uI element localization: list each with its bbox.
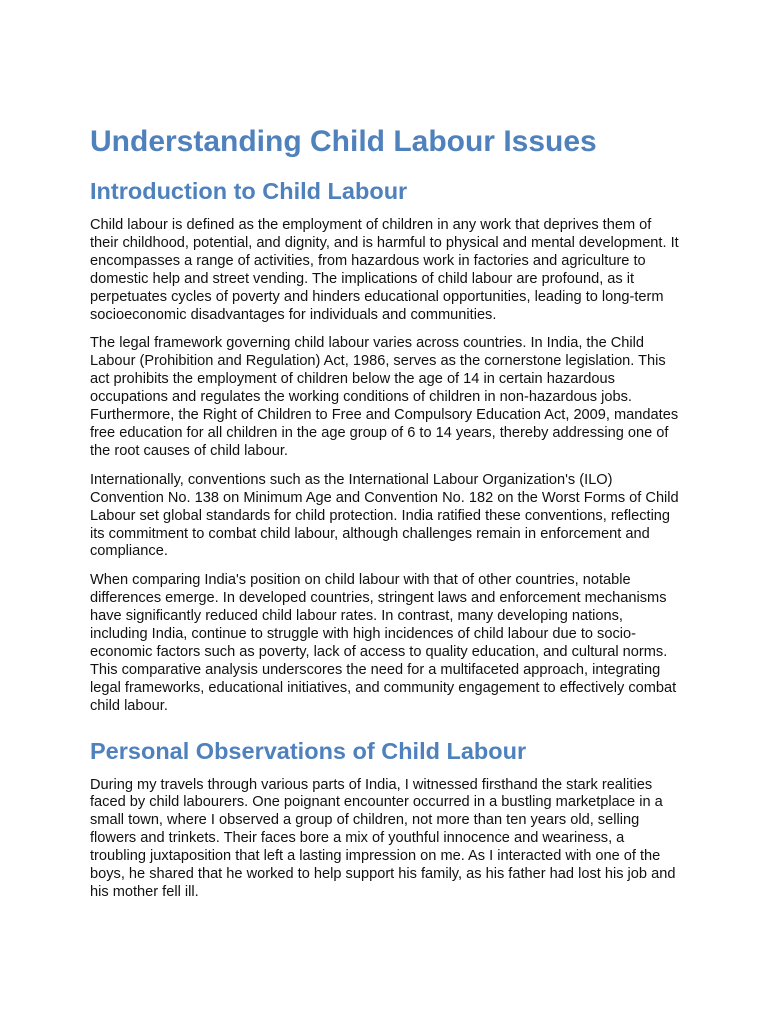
section-heading-personal-observations: Personal Observations of Child Labour (90, 737, 527, 764)
paragraph-international-conventions: Internationally, conventions such as the International Labour Organization's (ILO) Convention No. 138 on Minimum Age and Convention No. 182 on the Worst Forms of Child Labour set global standards for child protection. India ratified these conventions, reflecting its commitment to combat child labour, although challenges remain in enforcement and compliance. (90, 471, 679, 560)
document-page (90, 122, 682, 913)
document-title: Understanding Child Labour Issues (90, 125, 597, 158)
section-heading-introduction: Introduction to Child Labour (90, 178, 408, 204)
paragraph-comparison: When comparing India's position on child labour with that of other countries, notable differences emerge. In developed countries, stringent laws and enforcement mechanisms have significantly reduced child labour rates. In contrast, many developing nations, including India, continue to struggle with high incidences of child labour due to socio-economic factors such as poverty, lack of access to quality education, and cultural norms. This comparative analysis underscores the need for a multifaceted approach, integrating legal frameworks, educational initiatives, and community engagement to effectively combat child labour. (90, 572, 677, 714)
paragraph-definition: Child labour is defined as the employment of children in any work that deprives them of their childhood, potential, and dignity, and is harmful to physical and mental development. It encompasses a range of activities, from hazardous work in factories and agriculture to domestic help and street vending. The implications of child labour are profound, as it perpetuates cycles of poverty and hinders educational opportunities, leading to long-term socioeconomic disadvantages for individuals and communities. (90, 217, 679, 323)
paragraph-marketplace-encounter: During my travels through various parts of India, I witnessed firsthand the stark realities faced by child labourers. One poignant encounter occurred in a bustling marketplace in a small town, where I observed a group of children, not more than ten years old, selling flowers and trinkets. Their faces bore a mix of youthful innocence and weariness, a troubling juxtaposition that left a lasting impression on me. As I interacted with one of the boys, he shared that he worked to help support his family, as his father had lost his job and his mother fell ill. (90, 776, 676, 900)
paragraph-legal-framework: The legal framework governing child labour varies across countries. In India, the Child Labour (Prohibition and Regulation) Act, 1986, serves as the cornerstone legislation. This act prohibits the employment of children below the age of 14 in certain hazardous occupations and regulates the working conditions of children in non-hazardous jobs. Furthermore, the Right of Children to Free and Compulsory Education Act, 2009, mandates free education for all children in the age group of 6 to 14 years, thereby addressing one of the root causes of child labour. (90, 335, 679, 459)
